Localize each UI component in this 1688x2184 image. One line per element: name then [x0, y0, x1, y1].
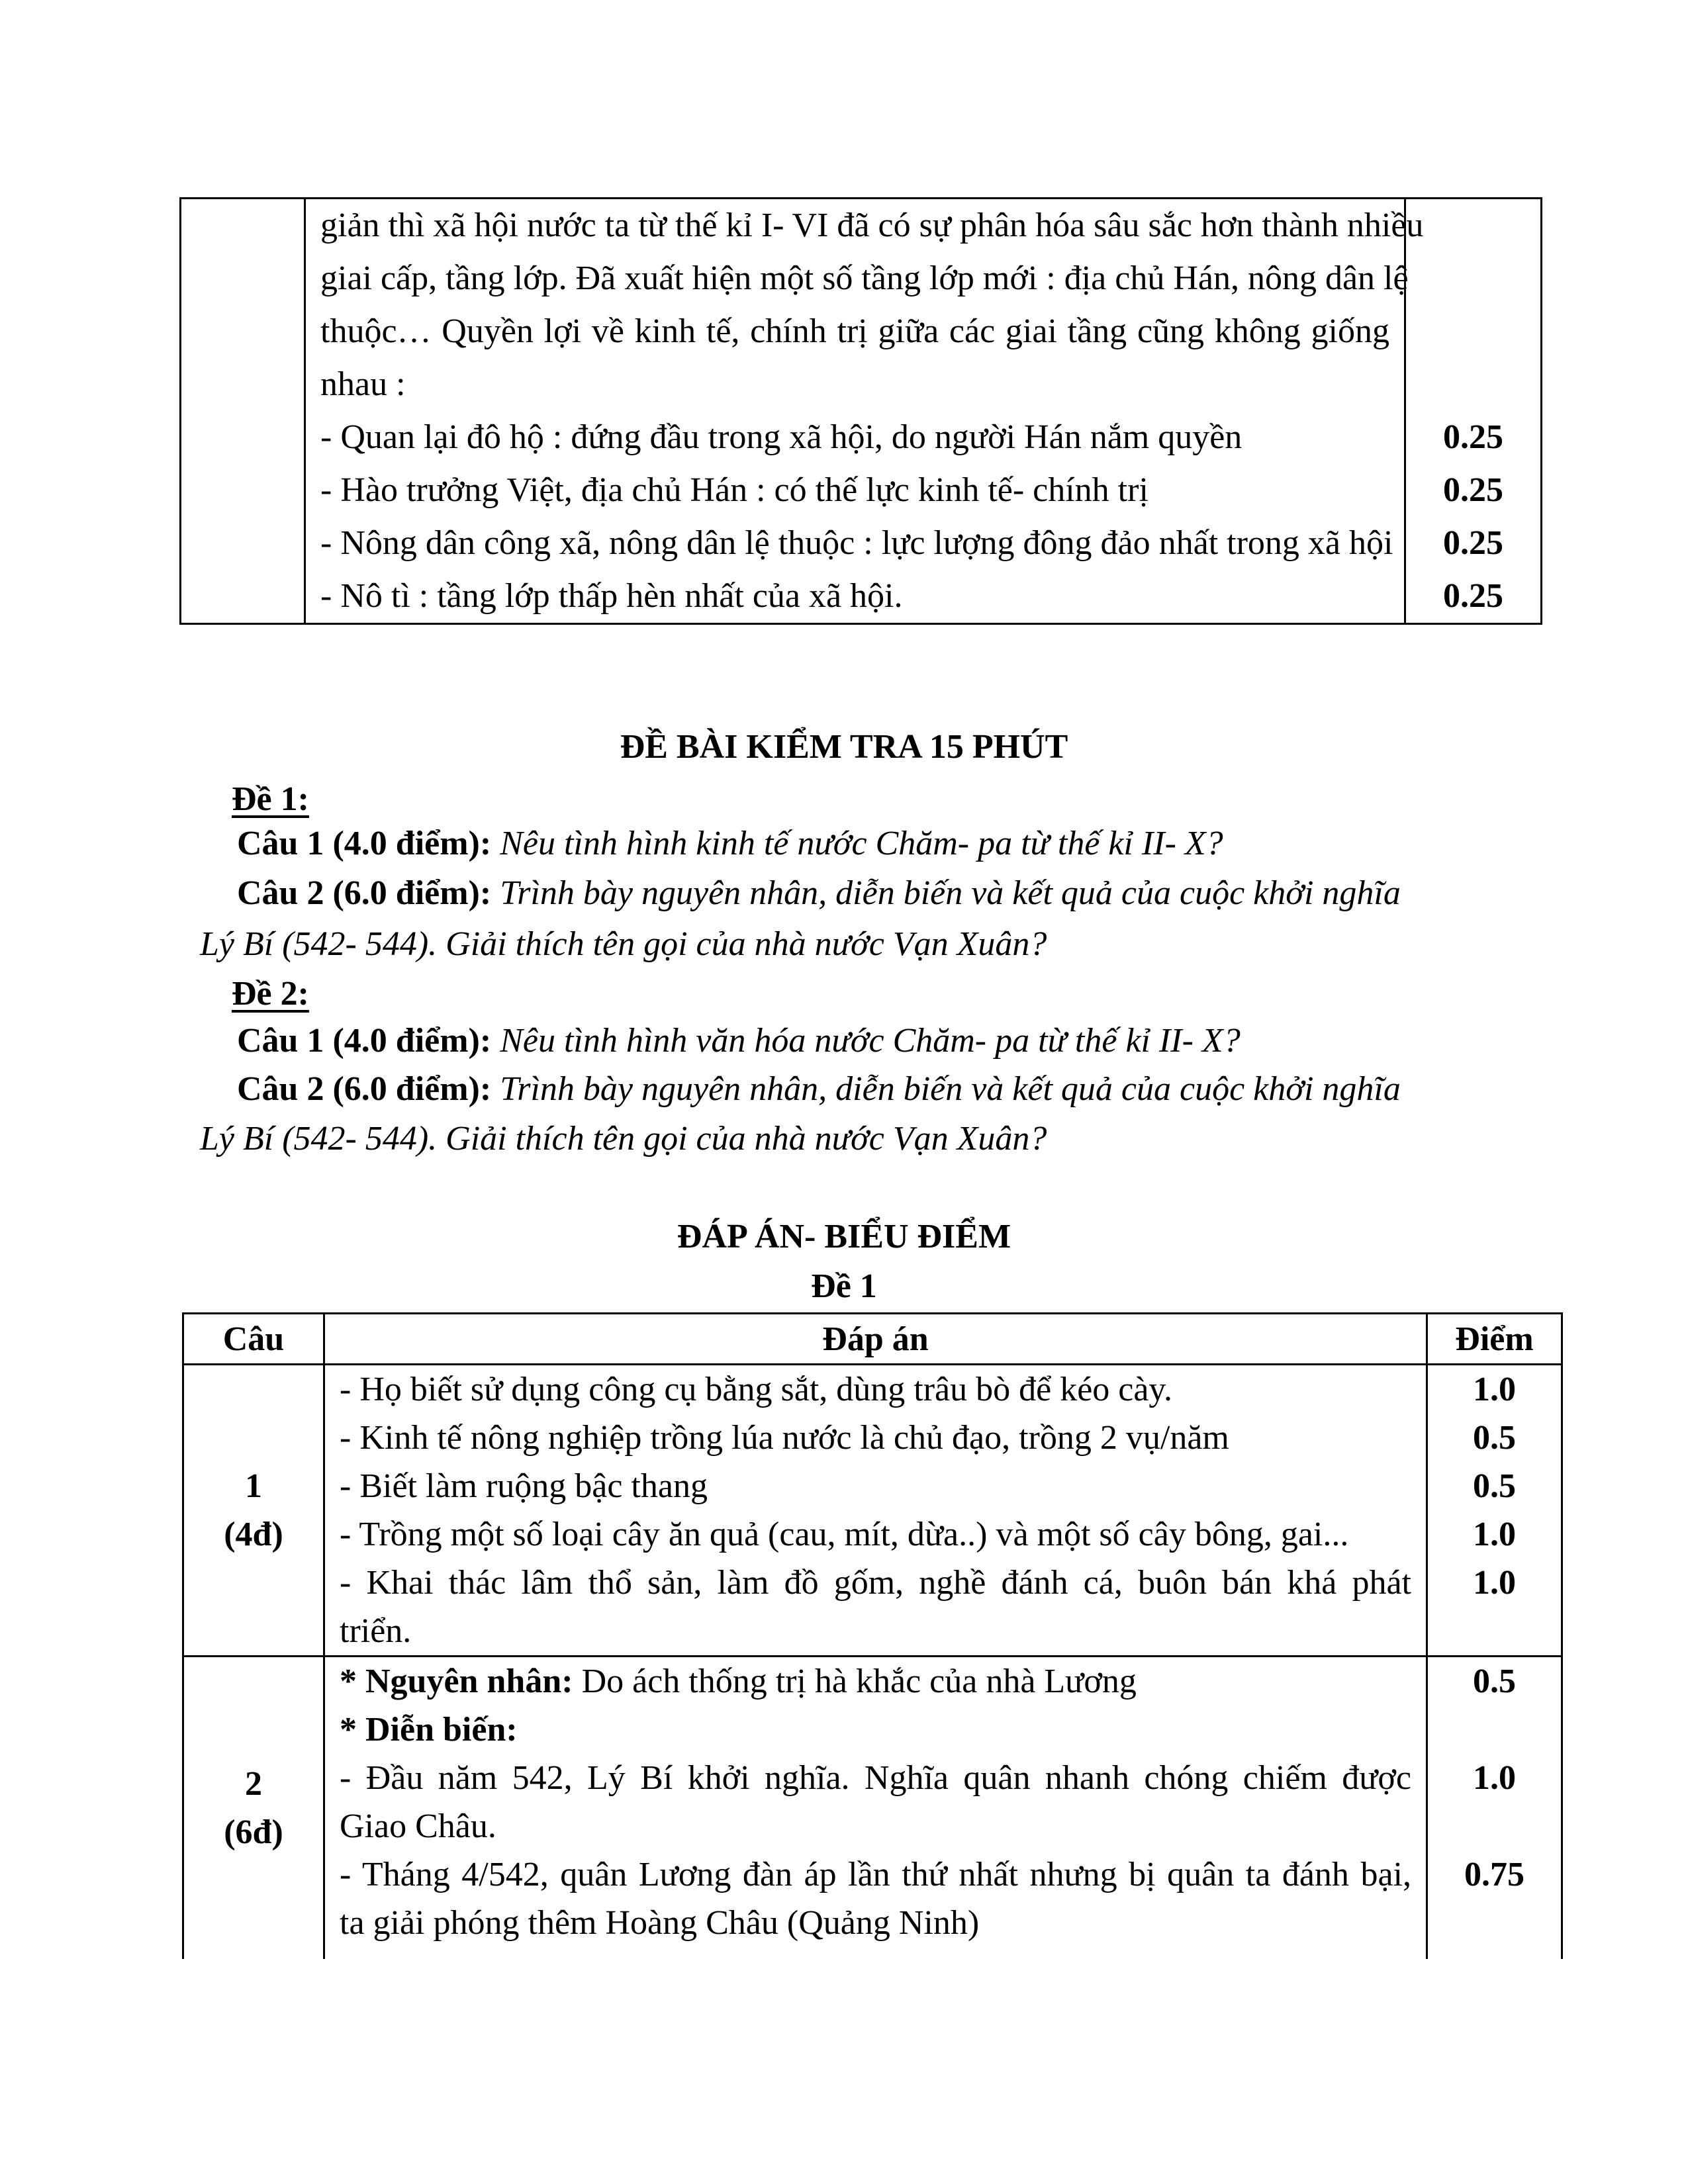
answer-line [340, 1802, 1411, 1850]
score-value [1421, 252, 1526, 305]
score-value: 0.25 [1443, 577, 1503, 615]
answer-line [320, 199, 1424, 252]
score-cell [1427, 1657, 1562, 1960]
answer-line-text: giai cấp, tầng lớp. Đã xuất hiện một số tầng lớp mới : địa chủ Hán, nông dân lệ [320, 259, 1409, 297]
answer-line-text: - Nô tì : tầng lớp thấp hèn nhất của xã hội. [320, 577, 903, 615]
answer-line-text: Giao Châu. [340, 1807, 496, 1845]
answer-line [340, 1899, 1411, 1947]
question-text: Nêu tình hình văn hóa nước Chăm- pa từ thế kỉ II- X? [491, 1022, 1241, 1060]
answer-line-text: - Kinh tế nông nghiệp trồng lúa nước là chủ đạo, trồng 2 vụ/năm [340, 1419, 1229, 1457]
exam-2-question-1 [237, 1021, 1241, 1061]
answer-line-heading: * Nguyên nhân: [340, 1662, 573, 1700]
answer-line [320, 305, 1389, 358]
exam-2-question-2-cont: Lý Bí (542- 544). Giải thích tên gọi của nhà nước Vạn Xuân? [200, 1120, 1047, 1158]
answer-key-table [182, 1312, 1563, 1959]
answer-line [320, 358, 1389, 411]
answer-line [320, 464, 1389, 517]
test-title: ĐỀ BÀI KIỂM TRA 15 PHÚT [620, 728, 1068, 766]
score-value [1421, 199, 1526, 252]
question-text: Trình bày nguyên nhân, diễn biến và kết quả của cuộc khởi nghĩa [491, 1070, 1401, 1108]
score-value: 0.75 [1464, 1856, 1524, 1893]
exam-1-question-1 [237, 824, 1223, 864]
score-value: 0.25 [1443, 524, 1503, 562]
score-value [1442, 1802, 1546, 1850]
score-value [1442, 1899, 1546, 1947]
question-number: 1 [245, 1467, 262, 1505]
answer-line-heading: * Diễn biến: [340, 1711, 518, 1749]
answer-line-text: nhau : [320, 365, 406, 403]
answer-line [320, 411, 1389, 464]
question-text: Trình bày nguyên nhân, diễn biến và kết quả của cuộc khởi nghĩa [491, 874, 1401, 912]
answers-title: ĐÁP ÁN- BIỂU ĐIỂM [677, 1218, 1011, 1255]
answer-line [340, 1365, 1411, 1414]
answer-line [320, 252, 1409, 305]
header-diem: Điểm [1427, 1314, 1562, 1365]
header-cau: Câu [183, 1314, 324, 1365]
answer-line [340, 1559, 1411, 1607]
answer-line [340, 1657, 1411, 1706]
question-label: Câu 1 (4.0 điểm): [237, 825, 492, 862]
answer-cell [305, 199, 1424, 624]
answer-line-text: - Hào trưởng Việt, địa chủ Hán : có thế lực kinh tế- chính trị [320, 471, 1149, 509]
answer-line-text: - Khai thác lâm thổ sản, làm đồ gốm, nghề đánh cá, buôn bán khá phát [340, 1564, 1411, 1602]
answer-line [340, 1462, 1411, 1510]
score-cell [1427, 1365, 1562, 1657]
table-header-row [183, 1314, 1562, 1365]
answer-line-text: - Họ biết sử dụng công cụ bằng sắt, dùng trâu bò để kéo cày. [340, 1371, 1173, 1408]
answer-line-text: - Quan lại đô hộ : đứng đầu trong xã hội, do người Hán nắm quyền [320, 418, 1243, 456]
exam-1-label: Đề 1: [232, 780, 309, 818]
answer-cell [324, 1365, 1427, 1657]
score-value [1421, 305, 1526, 358]
exam-1-question-2 [237, 874, 1401, 913]
question-label: Câu 1 (4.0 điểm): [237, 1022, 492, 1060]
score-cell [1405, 199, 1542, 624]
answer-line [340, 1754, 1411, 1802]
score-value: 0.25 [1443, 418, 1503, 456]
score-value: 1.0 [1473, 1759, 1516, 1797]
score-value [1442, 1607, 1546, 1655]
question-cell [183, 1657, 324, 1960]
answer-line [320, 570, 1389, 623]
question-label: Câu 2 (6.0 điểm): [237, 874, 492, 912]
answer-line [340, 1414, 1411, 1462]
score-value: 1.0 [1473, 1371, 1516, 1408]
score-value: 0.5 [1473, 1467, 1516, 1505]
score-value: 1.0 [1473, 1564, 1516, 1602]
question-cell [181, 199, 305, 624]
score-value: 1.0 [1473, 1516, 1516, 1553]
header-dap-an: Đáp án [324, 1314, 1427, 1365]
question-label: Câu 2 (6.0 điểm): [237, 1070, 492, 1108]
question-text: Nêu tình hình kinh tế nước Chăm- pa từ thế kỉ II- X? [491, 825, 1223, 862]
answer-line-text: - Đầu năm 542, Lý Bí khởi nghĩa. Nghĩa quân nhanh chóng chiếm được [340, 1759, 1411, 1797]
answer-line [340, 1607, 1411, 1655]
score-value [1421, 358, 1526, 411]
table-row [183, 1365, 1562, 1657]
answer-line-text: - Tháng 4/542, quân Lương đàn áp lần thứ nhất nhưng bị quân ta đánh bại, [340, 1856, 1411, 1893]
answer-line-text: triển. [340, 1612, 412, 1650]
question-points: (6đ) [224, 1813, 283, 1851]
answer-line-text: ta giải phóng thêm Hoàng Châu (Quảng Ninh) [340, 1904, 980, 1942]
question-cell [183, 1365, 324, 1657]
question-number: 2 [245, 1765, 262, 1803]
score-value: 0.5 [1473, 1662, 1516, 1700]
score-value [1442, 1706, 1546, 1754]
score-value: 0.5 [1473, 1419, 1516, 1457]
answers-subtitle: Đề 1 [811, 1267, 877, 1305]
answer-line-text: - Nông dân công xã, nông dân lệ thuộc : lực lượng đông đảo nhất trong xã hội [320, 524, 1393, 562]
answer-line-text: giản thì xã hội nước ta từ thế kỉ I- VI đã có sự phân hóa sâu sắc hơn thành nhiều [320, 206, 1424, 244]
exam-1-question-2-cont: Lý Bí (542- 544). Giải thích tên gọi của nhà nước Vạn Xuân? [200, 925, 1047, 963]
exam-2-label: Đề 2: [232, 975, 309, 1013]
score-value: 0.25 [1443, 471, 1503, 509]
answer-line-text: - Trồng một số loại cây ăn quả (cau, mít, dừa..) và một số cây bông, gai... [340, 1516, 1349, 1553]
answer-line [340, 1510, 1411, 1559]
answer-line [340, 1706, 1411, 1754]
exam-2-question-2 [237, 1069, 1401, 1109]
answer-line-text: Do ách thống trị hà khắc của nhà Lương [573, 1662, 1137, 1700]
answer-cell [324, 1657, 1427, 1960]
answer-line-text: thuộc… Quyền lợi về kinh tế, chính trị giữa các giai tầng cũng không giống [320, 312, 1389, 350]
answer-line-text: - Biết làm ruộng bậc thang [340, 1467, 708, 1505]
answer-line [320, 517, 1393, 570]
grading-table-continued [179, 197, 1542, 625]
table-row [183, 1657, 1562, 1960]
answer-line [340, 1850, 1411, 1899]
question-points: (4đ) [224, 1516, 283, 1553]
table-row [181, 199, 1542, 624]
